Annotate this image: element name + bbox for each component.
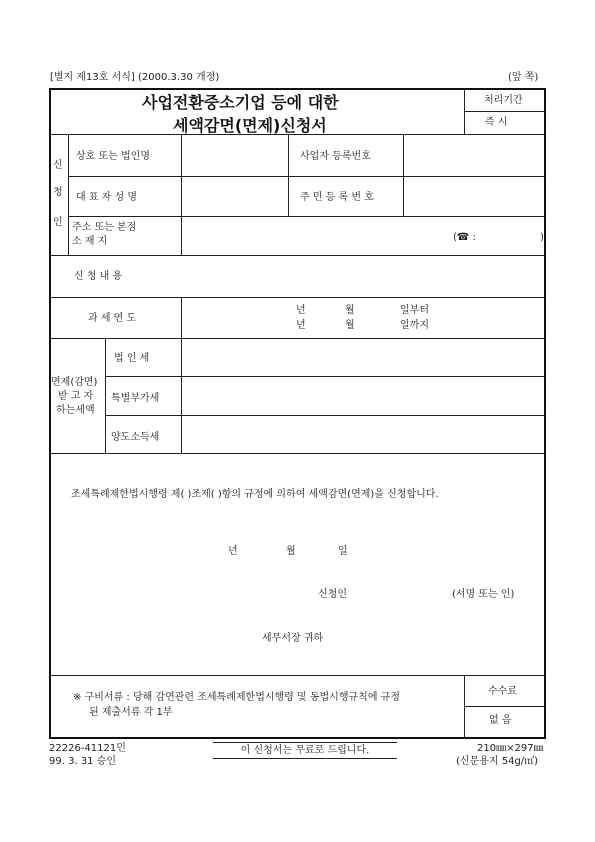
form-code: 22226-41121민 bbox=[49, 743, 126, 754]
form-number: [별지 제13호 서식] (2000.3.30 개정) bbox=[50, 72, 220, 83]
attachments-line2: 된 제출서류 각 1부 bbox=[89, 707, 173, 718]
fee-value: 없 음 bbox=[489, 715, 512, 726]
exempt-group-label-3: 하는세액 bbox=[56, 405, 95, 416]
special-surtax-label: 특별부가세 bbox=[111, 393, 160, 404]
page-side: (앞 쪽) bbox=[508, 72, 539, 83]
exempt-group-label-2: 받 고 자 bbox=[58, 391, 94, 402]
address-label-line1: 주소 또는 본점 bbox=[72, 222, 137, 233]
business-reg-label: 사업자 등록번호 bbox=[300, 151, 371, 162]
application-statement: 조세특례제한법시행령 제( )조제( )항의 규정에 의하여 세액감면(면제)을 신청합니다. bbox=[71, 489, 439, 500]
applicant-section-label-2: 청 bbox=[53, 187, 63, 198]
phone-close: ) bbox=[540, 232, 544, 243]
date-day: 일 bbox=[338, 546, 348, 557]
corporate-tax-label: 법 인 세 bbox=[114, 353, 150, 364]
addressee: 세무서장 귀하 bbox=[262, 633, 324, 644]
application-content-label: 신 청 내 용 bbox=[74, 271, 123, 282]
sign-hint: (서명 또는 인) bbox=[452, 589, 515, 600]
tax-year-from-day: 일부터 bbox=[400, 305, 429, 316]
representative-name-label: 대 표 자 성 명 bbox=[76, 192, 138, 203]
address-label-line2: 소 재 지 bbox=[72, 236, 108, 247]
tax-year-from-month: 월 bbox=[345, 305, 355, 316]
applicant-section-label-3: 인 bbox=[53, 217, 63, 228]
company-name-label: 상호 또는 법인명 bbox=[76, 151, 150, 162]
form-title-line2: 세액감면(면제)신청서 bbox=[173, 116, 327, 135]
resident-reg-label: 주 민 등 록 번 호 bbox=[300, 192, 374, 203]
paper-size: 210㎜×297㎜ bbox=[477, 743, 544, 754]
date-year: 년 bbox=[228, 546, 238, 557]
form-title-line1: 사업전환중소기업 등에 대한 bbox=[142, 93, 339, 112]
free-notice: 이 신청서는 무료로 드립니다. bbox=[213, 742, 397, 759]
tax-year-to-year: 년 bbox=[296, 320, 306, 331]
exempt-group-label-1: 면제(감면) bbox=[51, 377, 98, 388]
tax-year-from-year: 년 bbox=[296, 305, 306, 316]
attachments-line1: ※ 구비서류 : 당해 감면관련 조세특례제한법시행령 및 동법시행규칙에 규정 bbox=[73, 692, 400, 703]
paper-type: (신문용지 54g/㎡) bbox=[456, 756, 539, 767]
fee-label: 수수료 bbox=[488, 686, 517, 697]
processing-period-label: 처리기간 bbox=[484, 95, 523, 106]
processing-period-value: 즉 시 bbox=[485, 117, 508, 128]
date-month: 월 bbox=[286, 546, 296, 557]
transfer-income-tax-label: 양도소득세 bbox=[111, 432, 160, 443]
tax-year-to-day: 일까지 bbox=[400, 320, 429, 331]
applicant-section-label-1: 신 bbox=[53, 160, 63, 171]
approval-date: 99. 3. 31 승인 bbox=[49, 756, 117, 767]
tax-year-to-month: 월 bbox=[345, 320, 355, 331]
tax-year-label: 과 세 연 도 bbox=[88, 313, 137, 324]
applicant-sign-label: 신청인 bbox=[318, 589, 347, 600]
phone-label: (☎ : bbox=[453, 232, 476, 243]
